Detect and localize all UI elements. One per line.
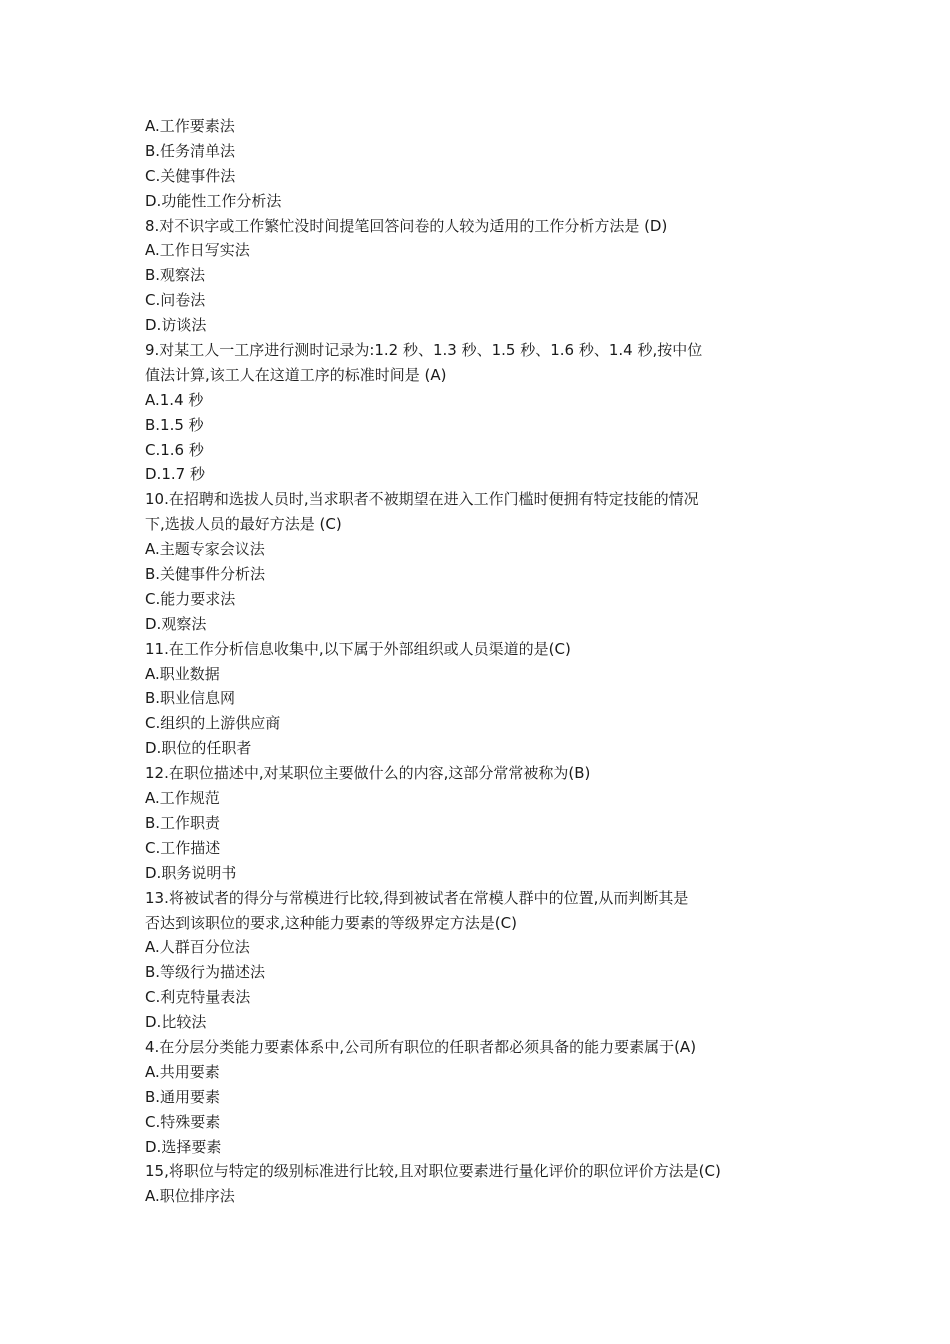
text-line: D.1.7 秒 bbox=[145, 465, 205, 484]
text-line: B.等级行为描述法 bbox=[145, 963, 266, 982]
text-line: A.工作要素法 bbox=[145, 117, 235, 135]
text-line: D.选择要素 bbox=[145, 1137, 222, 1156]
text-line: A.工作日写实法 bbox=[145, 241, 250, 260]
text-line: C.问卷法 bbox=[145, 291, 206, 310]
text-line: A.职业数据 bbox=[145, 664, 220, 683]
question-line: 13.将被试者的得分与常模进行比较,得到被试者在常模人群中的位置,从而判断其是 bbox=[145, 888, 689, 907]
text-line: A.1.4 秒 bbox=[145, 390, 204, 409]
text-line: B.工作职责 bbox=[145, 813, 221, 832]
text-line: D.比较法 bbox=[145, 1013, 207, 1032]
text-line: D.访谈法 bbox=[145, 316, 207, 335]
question-line: 值法计算,该工人在这道工序的标准时间是 (A) bbox=[145, 365, 447, 384]
text-line: B.关健事件分析法 bbox=[145, 565, 266, 584]
question-line: 15,将职位与特定的级别标准进行比较,且对职位要素进行量化评价的职位评价方法是(C) bbox=[145, 1162, 721, 1181]
text-line: B.职业信息网 bbox=[145, 689, 236, 708]
question-line: 否达到该职位的要求,这种能力要素的等级界定方法是(C) bbox=[145, 913, 517, 932]
text-line: D.功能性工作分析法 bbox=[145, 191, 282, 210]
question-line: 4.在分层分类能力要素体系中,公司所有职位的任职者都必须具备的能力要素属于(A) bbox=[145, 1037, 697, 1056]
text-line: C.1.6 秒 bbox=[145, 440, 204, 459]
question-line: 下,选拔人员的最好方法是 (C) bbox=[145, 515, 342, 534]
text-line: C.关健事件法 bbox=[145, 166, 236, 185]
question-line: 11.在工作分析信息收集中,以下属于外部组织或人员渠道的是(C) bbox=[145, 639, 571, 658]
document-page bbox=[145, 114, 825, 1209]
text-line: C.能力要求法 bbox=[145, 589, 236, 608]
text-line: C.特殊要素 bbox=[145, 1112, 221, 1131]
text-line: D.职位的任职者 bbox=[145, 739, 252, 758]
text-line: C.组织的上游供应商 bbox=[145, 714, 281, 733]
text-line: A.人群百分位法 bbox=[145, 938, 250, 957]
text-line: C.利克特量表法 bbox=[145, 988, 251, 1007]
text-line: A.共用要素 bbox=[145, 1062, 220, 1081]
text-line: B.观察法 bbox=[145, 266, 206, 285]
text-line: B.任务清单法 bbox=[145, 141, 236, 160]
question-line: 10.在招聘和选拔人员时,当求职者不被期望在进入工作门槛时便拥有特定技能的情况 bbox=[145, 490, 699, 509]
text-line: A.职位排序法 bbox=[145, 1187, 235, 1206]
question-line: 12.在职位描述中,对某职位主要做什么的内容,这部分常常被称为(B) bbox=[145, 764, 591, 783]
text-line: A.主题专家会议法 bbox=[145, 540, 265, 559]
text-line: B.1.5 秒 bbox=[145, 415, 204, 434]
text-line: A.工作规范 bbox=[145, 789, 220, 808]
text-line: D.观察法 bbox=[145, 614, 207, 633]
text-line: B.通用要素 bbox=[145, 1087, 221, 1106]
question-line: 9.对某工人一工序进行测时记录为:1.2 秒、1.3 秒、1.5 秒、1.6 秒、1.4 秒,按中位 bbox=[145, 341, 703, 360]
text-line: C.工作描述 bbox=[145, 838, 221, 857]
question-line: 8.对不识字或工作繁忙没时间提笔回答问卷的人较为适用的工作分析方法是 (D) bbox=[145, 216, 668, 235]
text-line: D.职务说明书 bbox=[145, 863, 237, 882]
